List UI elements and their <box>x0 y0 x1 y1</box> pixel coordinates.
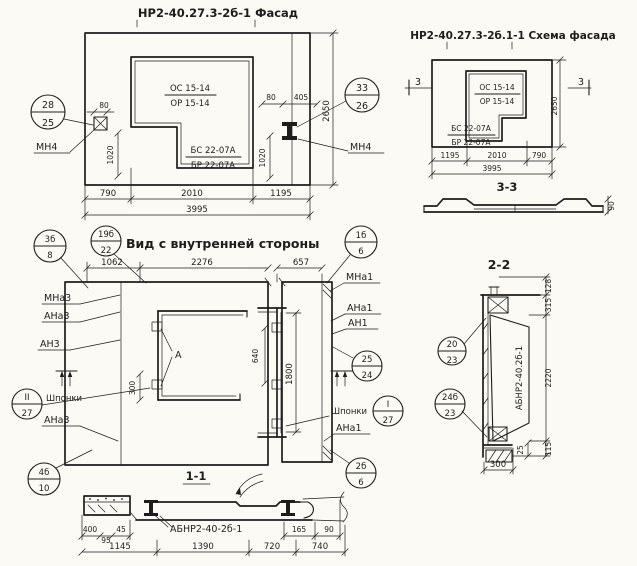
glass-label-bottom: ОР 15-14 <box>170 99 210 109</box>
label-ana1-bottom: АНа1 <box>336 423 362 434</box>
section-2-2-body <box>481 287 540 462</box>
callout-28-25 <box>31 95 65 129</box>
dim-45: 45 <box>116 525 126 534</box>
shponki-arrows-right <box>331 371 352 386</box>
product-label-1-1: АБНР2-40-2б-1 <box>170 524 243 535</box>
callout-1b-6 <box>345 226 377 258</box>
dim-400: 400 <box>82 525 98 534</box>
dim-657: 657 <box>292 258 310 268</box>
callout-4b-10 <box>28 463 60 495</box>
facade-left-anchor-detail <box>94 117 107 130</box>
product-label-2-2: АБНР2-40.2б-1 <box>515 345 525 411</box>
facade-title: НР2-40.27.3-2б-1 Фасад <box>137 6 299 20</box>
dim-1800: 1800 <box>285 363 295 385</box>
facade-right-anchor-detail <box>282 122 297 140</box>
dim-640: 640 <box>251 348 260 364</box>
schema-view <box>405 30 616 179</box>
detail-a-label: А <box>175 350 182 361</box>
panel-label-top: БС 22-07А <box>451 124 491 133</box>
panel-label-bottom: БР 22-07А <box>190 161 236 171</box>
dim-790-schema: 790 <box>531 151 547 160</box>
section-mark-3-left <box>405 77 432 95</box>
callout-25-24 <box>352 351 382 381</box>
dim-95: 95 <box>101 536 111 545</box>
callout-den: 10 <box>38 484 50 494</box>
dim-315: 315 <box>544 297 553 313</box>
callout-num: 25 <box>361 355 373 365</box>
callout-20-23 <box>438 337 466 366</box>
dim-1145: 1145 <box>109 542 131 552</box>
dim-1195: 1195 <box>270 189 292 199</box>
dim-3995: 3995 <box>186 205 208 215</box>
dim-128: 128 <box>544 278 553 294</box>
section-mark-label: 3 <box>577 77 585 88</box>
section-mark-label: 3 <box>414 77 422 88</box>
inner-view-title: Вид с внутренней стороны <box>126 236 320 251</box>
panel-label-bottom: БР 22-07А <box>451 138 491 147</box>
section-2-2-view <box>435 257 553 474</box>
facade-glass-label <box>165 84 216 109</box>
inner-left-panel <box>65 282 268 465</box>
section-3-3-title: 3-3 <box>496 180 518 194</box>
dim-165: 165 <box>291 525 307 534</box>
dim-2010: 2010 <box>181 189 203 199</box>
callout-den: 25 <box>41 118 55 129</box>
callout-num: 2б <box>355 462 367 472</box>
dim-80-right: 80 <box>266 93 276 102</box>
section-2-2-title: 2-2 <box>487 257 511 272</box>
section-1-1-body <box>84 492 347 522</box>
callout-den: 26 <box>355 101 369 112</box>
callout-33-26 <box>345 78 379 112</box>
dim-2010-schema: 2010 <box>487 151 507 160</box>
dim-1020-right: 1020 <box>258 148 267 168</box>
dim-3995-schema: 3995 <box>482 164 502 173</box>
section-mark-3-right <box>568 77 591 95</box>
callout-num: 20 <box>446 340 458 350</box>
section-1-1-title: 1-1 <box>185 469 207 483</box>
label-mna3: МНа3 <box>44 293 72 304</box>
callout-den: 6 <box>358 247 364 257</box>
inner-left-frame <box>152 311 247 400</box>
callout-den: 23 <box>446 356 458 366</box>
dim-80-left: 80 <box>99 101 109 110</box>
callout-num: II <box>24 393 30 403</box>
callout-den: 22 <box>100 246 112 256</box>
label-ana1-top: АНа1 <box>347 303 373 314</box>
label-an1: АН1 <box>348 318 368 329</box>
dim-300: 300 <box>128 380 137 396</box>
dim-2650: 2650 <box>322 100 332 122</box>
dim-1390: 1390 <box>192 542 214 552</box>
callout-num: 33 <box>355 83 369 94</box>
callout-2b-6 <box>346 458 376 488</box>
callout-num: 3б <box>44 235 56 245</box>
shponki-arrows-left <box>56 371 77 386</box>
dim-300-section22: 300 <box>489 460 507 470</box>
schema-panel-label <box>448 124 495 147</box>
callout-3b-8 <box>34 230 66 262</box>
callout-num: 19б <box>97 230 115 240</box>
shponka-key <box>152 322 162 331</box>
callout-den: 24 <box>361 371 373 381</box>
dim-1062: 1062 <box>101 258 123 268</box>
label-ana3-top: АНа3 <box>44 311 70 322</box>
panel-label-top: БС 22-07А <box>190 146 236 156</box>
dim-1195-schema: 1195 <box>440 151 460 160</box>
inner-view <box>12 226 403 495</box>
callout-num: 1б <box>355 231 367 241</box>
callout-den: 27 <box>382 416 394 426</box>
callout-II-27 <box>12 389 42 419</box>
callout-den: 6 <box>358 478 364 488</box>
dim-25: 25 <box>516 445 525 455</box>
facade-panel-label <box>186 146 241 171</box>
callout-19b-22 <box>91 226 121 256</box>
anchor-label-mn4-right: МН4 <box>350 142 372 153</box>
label-mna1: МНа1 <box>346 272 374 283</box>
shponka-key <box>152 380 162 389</box>
label-shponki-left: Шпонки <box>46 394 83 404</box>
callout-num: 4б <box>38 468 50 478</box>
section-3-3-profile <box>424 199 603 206</box>
callout-den: 27 <box>21 409 33 419</box>
dim-405: 405 <box>293 93 309 102</box>
callout-num: 28 <box>41 100 55 111</box>
break-line <box>341 492 348 522</box>
dim-2276: 2276 <box>191 258 213 268</box>
detail-fan-mark <box>236 474 263 497</box>
dim-1020-left: 1020 <box>106 145 115 165</box>
callout-num: I <box>386 400 390 410</box>
label-shponki-right: Шпонки <box>331 407 368 417</box>
dim-740: 740 <box>311 542 329 552</box>
facade-view <box>31 6 384 220</box>
glass-label-bottom: ОР 15-14 <box>479 97 515 106</box>
dim-90-section33: 90 <box>607 201 616 211</box>
dim-2220: 2220 <box>544 368 553 388</box>
callout-num: 24б <box>441 393 459 403</box>
callout-I-27 <box>373 396 403 426</box>
callout-24b-23 <box>435 389 465 419</box>
dim-90: 90 <box>324 525 334 534</box>
dim-720: 720 <box>263 542 281 552</box>
glass-label-top: ОС 15-14 <box>169 84 211 94</box>
glass-label-top: ОС 15-14 <box>479 83 515 92</box>
dim-2650-schema: 2650 <box>550 96 559 116</box>
section-1-1-view <box>79 469 348 556</box>
callout-den: 23 <box>444 409 456 419</box>
section-3-3-view <box>424 180 616 215</box>
dim-115: 115 <box>544 441 553 457</box>
label-an3: АН3 <box>40 339 60 350</box>
schema-glass-label <box>475 83 520 106</box>
schema-title: НР2-40.27.3-2б.1-1 Схема фасада <box>410 30 616 42</box>
callout-den: 8 <box>47 251 53 261</box>
label-ana3-bottom: АНа3 <box>44 415 70 426</box>
dim-790: 790 <box>99 189 117 199</box>
anchor-label-mn4-left: МН4 <box>36 142 58 153</box>
